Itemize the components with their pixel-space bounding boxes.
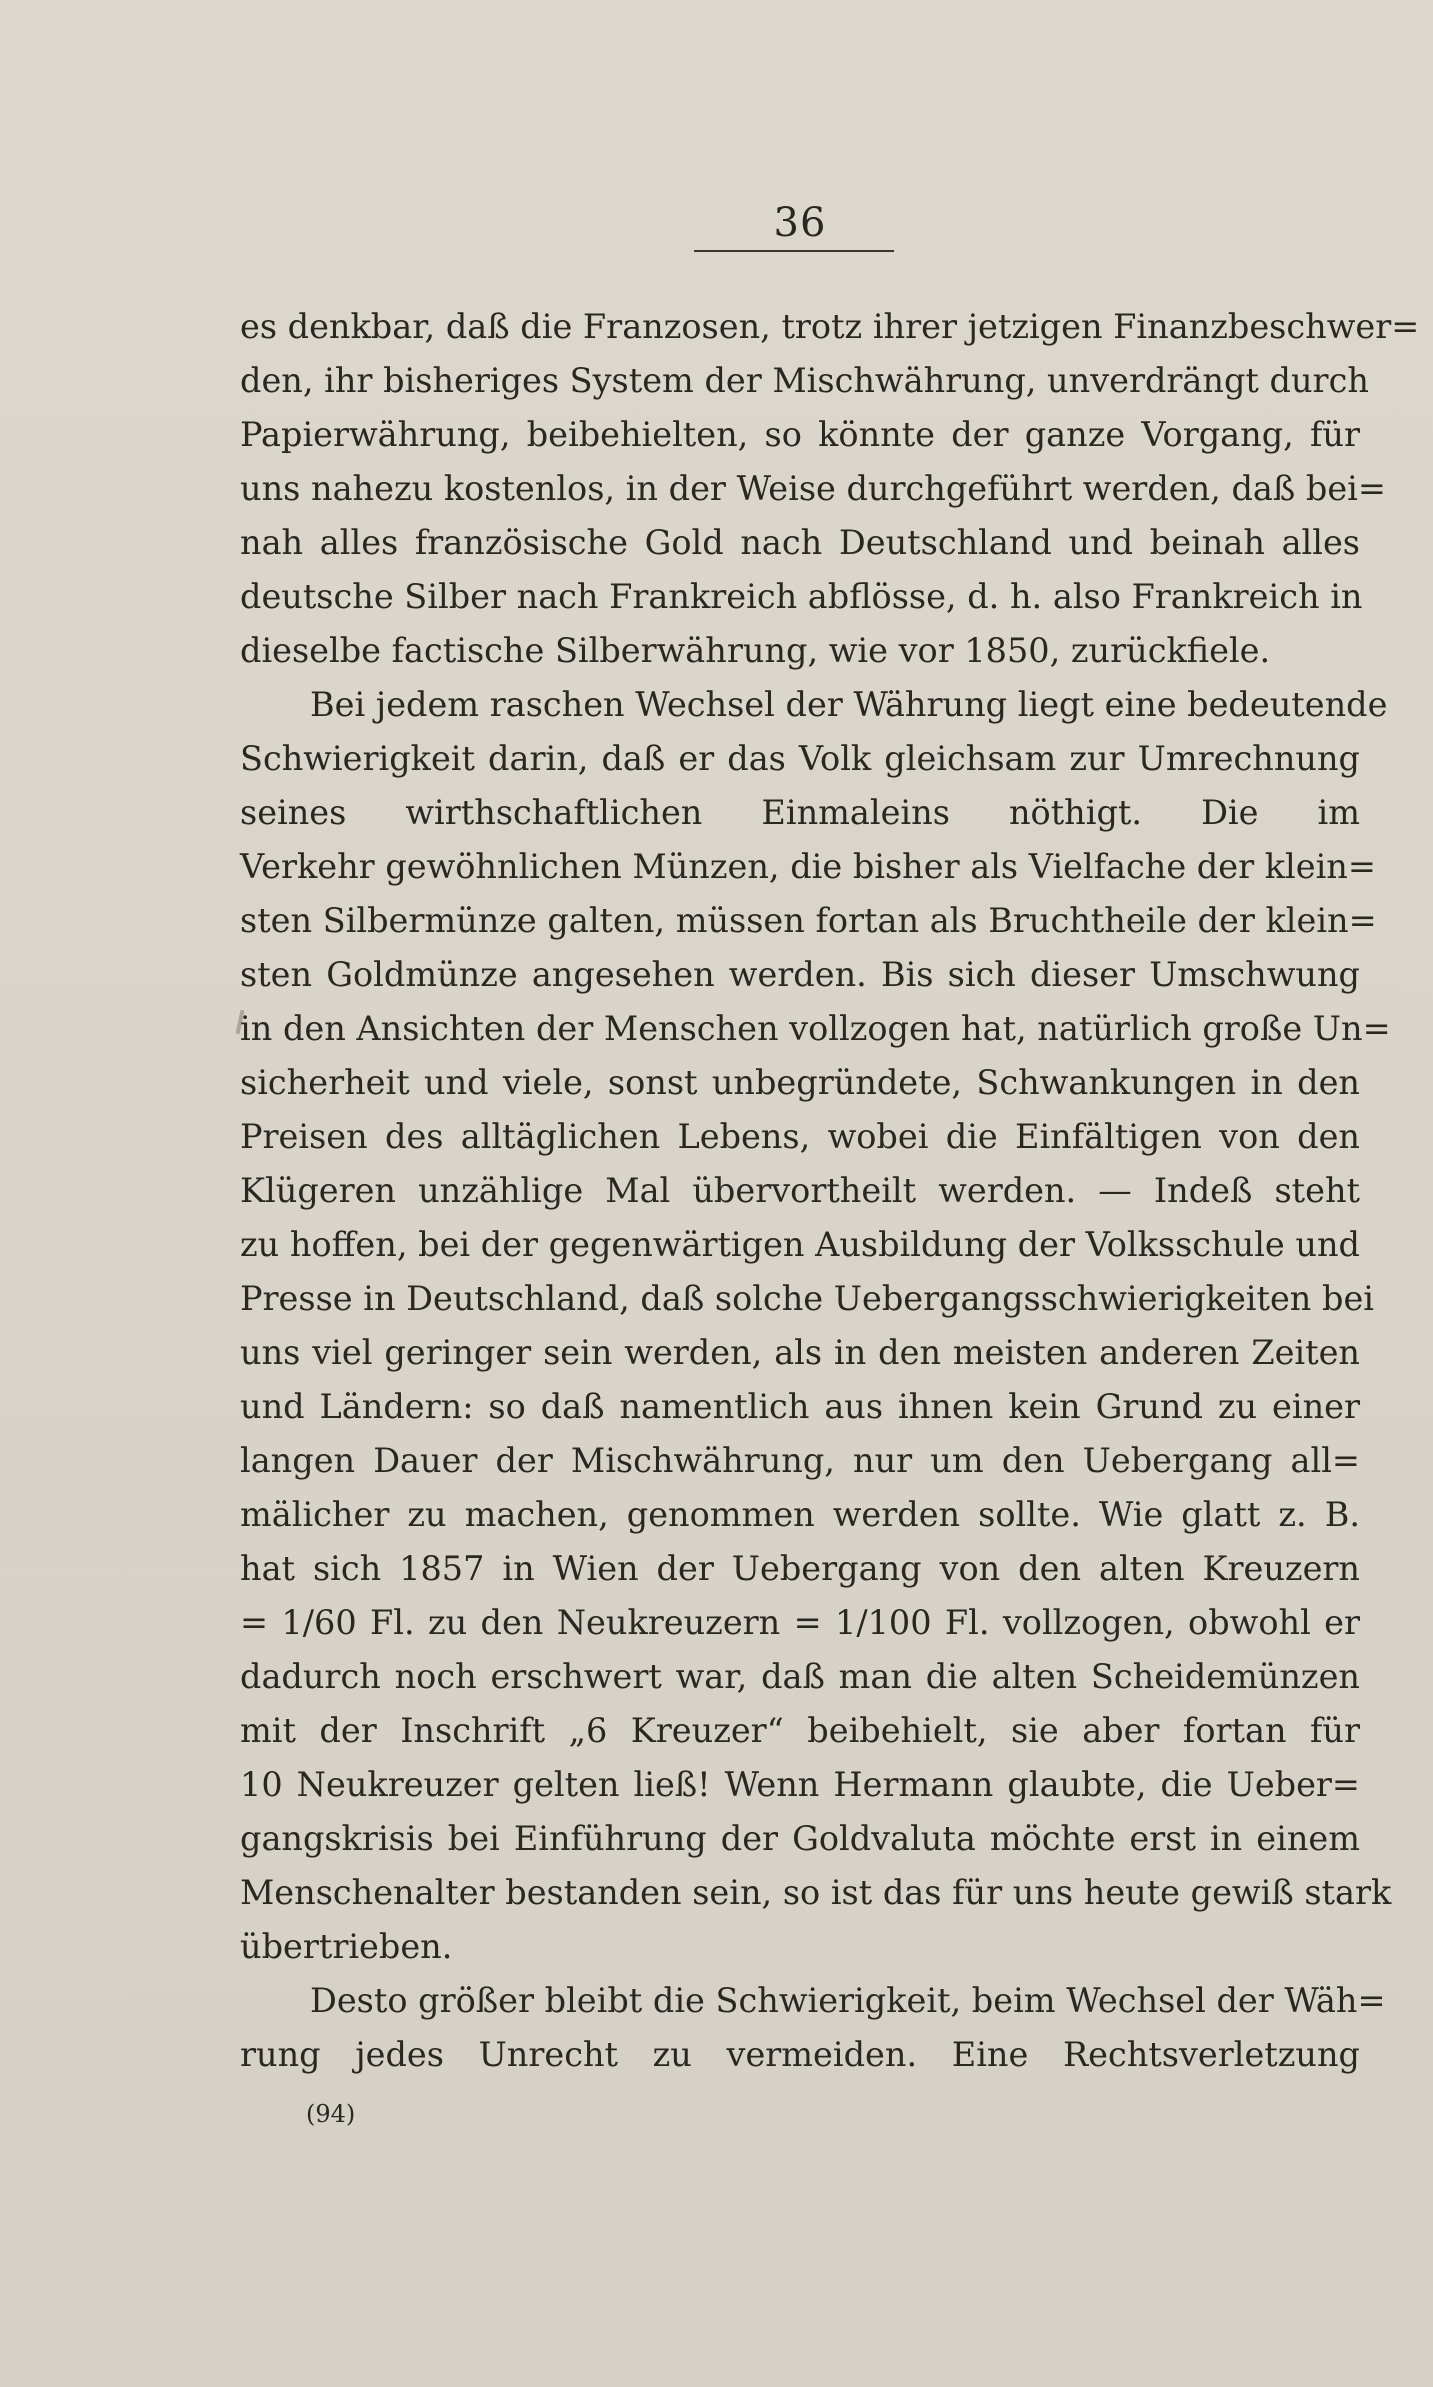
- text-line: Bei jedem raschen Wechsel der Währung liegt eine bedeutende: [310, 685, 1388, 724]
- text-line: Preisen des alltäglichen Lebens, wobei die Einfältigen von den: [240, 1117, 1360, 1156]
- text-line: sicherheit und viele, sonst unbegründete, Schwankungen in den: [240, 1063, 1360, 1102]
- text-line: übertrieben.: [240, 1927, 453, 1966]
- text-line: deutsche Silber nach Frankreich abflösse, d. h. also Frankreich in: [240, 577, 1363, 616]
- text-line: zu hoffen, bei der gegenwärtigen Ausbildung der Volksschule und: [240, 1225, 1360, 1264]
- text-line: uns nahezu kostenlos, in der Weise durchgeführt werden, daß bei=: [240, 469, 1386, 508]
- text-line: dadurch noch erschwert war, daß man die alten Scheidemünzen: [240, 1657, 1360, 1696]
- text-line: langen Dauer der Mischwährung, nur um den Uebergang all=: [240, 1441, 1360, 1480]
- text-line: sten Silbermünze galten, müssen fortan als Bruchtheile der klein=: [240, 901, 1377, 940]
- text-line: hat sich 1857 in Wien der Uebergang von den alten Kreuzern: [240, 1549, 1360, 1588]
- text-line: dieselbe factische Silberwährung, wie vor 1850, zurückfiele.: [240, 631, 1271, 670]
- text-line: seines wirthschaftlichen Einmaleins nöthigt. Die im: [240, 793, 1360, 832]
- text-line: es denkbar, daß die Franzosen, trotz ihrer jetzigen Finanzbeschwer=: [240, 307, 1420, 346]
- text-line: mälicher zu machen, genommen werden sollte. Wie glatt z. B.: [240, 1495, 1360, 1534]
- page-number: 36: [773, 200, 827, 246]
- printer-signature: (94): [306, 2100, 356, 2128]
- text-line: den, ihr bisheriges System der Mischwährung, unverdrängt durch: [240, 361, 1369, 400]
- text-line: nah alles französische Gold nach Deutschland und beinah alles: [240, 523, 1360, 562]
- body-text: [240, 300, 1420, 2082]
- text-line: sten Goldmünze angesehen werden. Bis sich dieser Umschwung: [240, 955, 1360, 994]
- text-line: = 1/60 Fl. zu den Neukreuzern = 1/100 Fl. vollzogen, obwohl er: [240, 1603, 1360, 1642]
- text-line: rung jedes Unrecht zu vermeiden. Eine Rechtsverletzung: [240, 2035, 1360, 2074]
- text-line: gangskrisis bei Einführung der Goldvaluta möchte erst in einem: [240, 1819, 1360, 1858]
- text-line: Papierwährung, beibehielten, so könnte der ganze Vorgang, für: [240, 415, 1360, 454]
- text-line: Klügeren unzählige Mal übervortheilt werden. — Indeß steht: [240, 1171, 1360, 1210]
- text-line: Presse in Deutschland, daß solche Uebergangsschwierigkeiten bei: [240, 1279, 1374, 1318]
- text-line: Menschenalter bestanden sein, so ist das für uns heute gewiß stark: [240, 1873, 1392, 1912]
- text-line: und Ländern: so daß namentlich aus ihnen kein Grund zu einer: [240, 1387, 1360, 1426]
- text-line: Desto größer bleibt die Schwierigkeit, beim Wechsel der Wäh=: [310, 1981, 1386, 2020]
- header-rule: [694, 250, 894, 252]
- text-line: 10 Neukreuzer gelten ließ! Wenn Hermann glaubte, die Ueber=: [240, 1765, 1360, 1804]
- text-line: Verkehr gewöhnlichen Münzen, die bisher als Vielfache der klein=: [240, 847, 1376, 886]
- text-line: Schwierigkeit darin, daß er das Volk gleichsam zur Umrechnung: [240, 739, 1360, 778]
- text-line: in den Ansichten der Menschen vollzogen hat, natürlich große Un=: [240, 1009, 1391, 1048]
- text-line: uns viel geringer sein werden, als in den meisten anderen Zeiten: [240, 1333, 1360, 1372]
- text-line: mit der Inschrift „6 Kreuzer“ beibehielt, sie aber fortan für: [240, 1711, 1360, 1750]
